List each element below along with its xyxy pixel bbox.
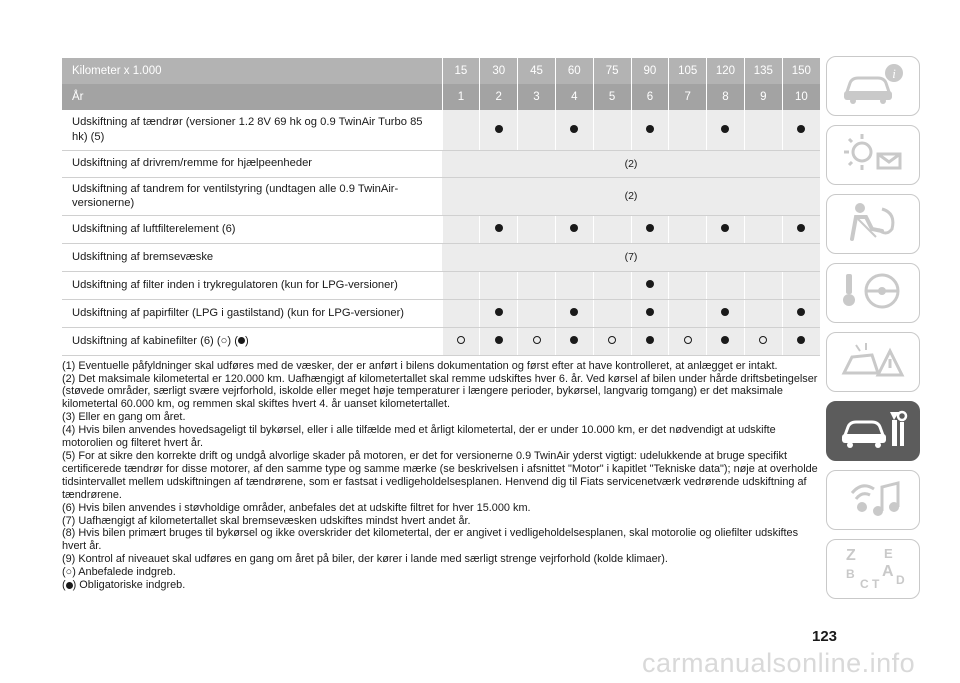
- km-value: 135: [744, 58, 782, 84]
- row-description: [62, 243, 442, 271]
- index-letter: C: [860, 576, 869, 590]
- row-text: Udskiftning af luftfilterelement (6): [72, 222, 236, 235]
- starting-driving-icon: [838, 268, 908, 319]
- row-description: [62, 299, 442, 327]
- footnote: (9) Kontrol af niveauet skal udføres en gang om året på biler, der kører i lande med særligt strenge vejrforhold (kolde klimaer).: [62, 553, 668, 566]
- index-letter: Z: [846, 546, 856, 564]
- mandatory-dot-icon: [238, 337, 245, 344]
- interval-cell: [631, 299, 669, 327]
- interval-cell: [480, 215, 518, 243]
- interval-cell: [555, 327, 593, 355]
- index-letter: D: [896, 572, 905, 587]
- interval-cell: [631, 271, 669, 299]
- watermark: carmanualsonline.info: [642, 648, 916, 678]
- interval-cell: [631, 327, 669, 355]
- row-description: [62, 271, 442, 299]
- interval-cell: [442, 299, 480, 327]
- mandatory-dot-icon: [797, 308, 805, 316]
- interval-cell: [782, 215, 820, 243]
- table-row: [62, 299, 820, 327]
- interval-cell: [593, 299, 631, 327]
- row-text: Udskiftning af papirfilter (LPG i gastilstand) (kun for LPG-versioner): [72, 306, 405, 319]
- mandatory-dot-icon: [495, 308, 503, 316]
- year-value: 10: [782, 84, 820, 110]
- interval-note: (2): [442, 177, 820, 215]
- interval-cell: [744, 110, 782, 150]
- table-row: [62, 177, 820, 215]
- interval-cell: [707, 110, 745, 150]
- interval-cell: [744, 327, 782, 355]
- km-value: 45: [518, 58, 556, 84]
- row-text-suffix: ): [244, 334, 249, 347]
- mandatory-dot-icon: [646, 280, 654, 288]
- maintenance-table: [62, 58, 820, 356]
- interval-cell: [442, 215, 480, 243]
- km-value: 60: [555, 58, 593, 84]
- row-description: [62, 177, 442, 215]
- interval-cell: [518, 110, 556, 150]
- interval-cell: [593, 110, 631, 150]
- interval-cell: [593, 215, 631, 243]
- interval-cell: [669, 271, 707, 299]
- interval-cell: [518, 271, 556, 299]
- interval-cell: [669, 299, 707, 327]
- row-description: [62, 110, 442, 150]
- mandatory-dot-icon: [721, 336, 729, 344]
- index-letters-icon: [838, 544, 908, 595]
- row-description: [62, 215, 442, 243]
- interval-cell: [707, 299, 745, 327]
- table-row: [62, 243, 820, 271]
- interval-cell: [782, 299, 820, 327]
- mandatory-dot-icon: [797, 125, 805, 133]
- interval-cell: [442, 271, 480, 299]
- interval-cell: [480, 271, 518, 299]
- recommended-ring-icon: [457, 336, 465, 344]
- chapter-tab[interactable]: [826, 125, 920, 185]
- interval-cell: [782, 327, 820, 355]
- car-info-icon: [838, 61, 908, 112]
- header-year-label: År: [62, 84, 442, 110]
- interval-cell: [631, 215, 669, 243]
- row-description: [62, 150, 442, 177]
- interval-cell: [707, 215, 745, 243]
- interval-cell: [782, 271, 820, 299]
- interval-cell: [518, 215, 556, 243]
- table-row: [62, 215, 820, 243]
- mandatory-dot-icon: [646, 308, 654, 316]
- interval-cell: [669, 327, 707, 355]
- interval-cell: [480, 299, 518, 327]
- footnote: (8) Hvis bilen primært bruges til bykørsel og ikke overskrider det kilometertal, der er angivet i vedligeholdelsesplanen, skal motorolie og oliefilter udskiftes hvert år.: [62, 527, 799, 553]
- mandatory-dot-icon: [797, 224, 805, 232]
- footnote: (2) Det maksimale kilometertal er 120.000 km. Uafhængigt af kilometertallet skal remme udskiftes hver 6. år. Ved kørsel af bilen under hårde driftsbetingelser (støvede områder, særligt svære vejrforhold, iskolde eller meget høje temperaturer i længere perioder, bykørsel, langvarig tomgang) er det maksimale kilometertal 60.000 km, og remmen skal skiftes hvert 4. år uanset kilometertallet.: [62, 372, 818, 411]
- chapter-tab[interactable]: [826, 56, 920, 116]
- row-text: Udskiftning af bremsevæske: [72, 250, 214, 263]
- mandatory-dot-icon: [721, 224, 729, 232]
- row-text: Udskiftning af tandrem for ventilstyring (undtagen alle 0.9 TwinAir-versionerne): [72, 182, 399, 210]
- interval-cell: [555, 299, 593, 327]
- recommended-ring-icon: [684, 336, 692, 344]
- chapter-tab[interactable]: [826, 470, 920, 530]
- km-value: 90: [631, 58, 669, 84]
- chapter-tab[interactable]: [826, 194, 920, 254]
- page-number: 123: [812, 628, 838, 645]
- chapter-tab[interactable]: [826, 539, 920, 599]
- mandatory-dot-icon: [646, 125, 654, 133]
- mandatory-dot-icon: [66, 582, 73, 589]
- km-value: 30: [480, 58, 518, 84]
- interval-cell: [593, 271, 631, 299]
- interval-cell: [480, 327, 518, 355]
- year-value: 3: [518, 84, 556, 110]
- interval-note: (7): [442, 243, 820, 271]
- mandatory-dot-icon: [495, 125, 503, 133]
- recommended-ring-icon: [759, 336, 767, 344]
- multimedia-icon: [838, 475, 908, 526]
- header-km-label: Kilometer x 1.000: [62, 58, 442, 84]
- interval-cell: [555, 110, 593, 150]
- chapter-sidebar: [826, 56, 960, 608]
- year-value: 8: [707, 84, 745, 110]
- year-value: 2: [480, 84, 518, 110]
- interval-cell: [593, 327, 631, 355]
- mandatory-dot-icon: [570, 224, 578, 232]
- interval-cell: [669, 110, 707, 150]
- interval-cell: [442, 327, 480, 355]
- chapter-tab[interactable]: [826, 401, 920, 461]
- interval-cell: [480, 110, 518, 150]
- dashboard-lights-icon: [838, 130, 908, 181]
- footnote: (○) Anbefalede indgreb.: [62, 566, 176, 579]
- mandatory-dot-icon: [570, 125, 578, 133]
- footnote: (5) For at sikre den korrekte drift og undgå alvorlige skader på motoren, er det for versionerne 0.9 TwinAir yderst vigtigt: udelukkende at bruge specifikt certificerede tændrør for disse motorer, af den samme type og samme mærke (se beskrivelsen i afsnittet "Motor" i kapitlet "Tekniske data"); nøje at overholde tidsintervallet mellem udskiftningen af tændrørene, som er fastsat i vedligeholdelsesplanen. Henvend dig til Fiats servicenetværk vedrørende udskiftning af tændrørene.: [62, 449, 818, 501]
- km-value: 75: [593, 58, 631, 84]
- legend-open: (: [62, 579, 66, 592]
- footnote: (1) Eventuelle påfyldninger skal udføres med de væsker, der er anført i bilens dokumentation og først efter at have kontrolleret, at anlægget er intakt.: [62, 359, 778, 372]
- legend-mandatory: [62, 579, 820, 592]
- svg-text:i: i: [892, 65, 896, 81]
- legend-text: ) Obligatoriske indgreb.: [72, 579, 186, 592]
- footnote: (7) Uafhængigt af kilometertallet skal bremsevæsken udskiftes mindst hvert andet år.: [62, 514, 471, 527]
- row-text: Udskiftning af kabinefilter (6) (○) (: [72, 334, 238, 347]
- index-letter: T: [872, 576, 880, 590]
- year-value: 5: [593, 84, 631, 110]
- interval-cell: [782, 110, 820, 150]
- row-text: Udskiftning af tændrør (versioner 1.2 8V 69 hk og 0.9 TwinAir Turbo 85 hk) (5): [72, 116, 423, 143]
- footnote: (3) Eller en gang om året.: [62, 411, 186, 424]
- recommended-ring-icon: [608, 336, 616, 344]
- emergency-warning-icon: [838, 337, 908, 388]
- table-row: [62, 327, 820, 355]
- footnote: (6) Hvis bilen anvendes i støvholdige områder, anbefales det at udskifte filtret for hver 15.000 km.: [62, 501, 531, 514]
- mandatory-dot-icon: [495, 224, 503, 232]
- interval-cell: [707, 327, 745, 355]
- table-row: [62, 110, 820, 150]
- interval-cell: [707, 271, 745, 299]
- mandatory-dot-icon: [721, 125, 729, 133]
- year-value: 9: [744, 84, 782, 110]
- page-content: [62, 58, 820, 592]
- mandatory-dot-icon: [646, 224, 654, 232]
- mandatory-dot-icon: [797, 336, 805, 344]
- safety-airbag-icon: [838, 199, 908, 250]
- mandatory-dot-icon: [721, 308, 729, 316]
- mandatory-dot-icon: [495, 336, 503, 344]
- chapter-tab[interactable]: [826, 332, 920, 392]
- km-value: 105: [669, 58, 707, 84]
- interval-cell: [669, 215, 707, 243]
- recommended-ring-icon: [533, 336, 541, 344]
- header-row-km: [62, 58, 820, 84]
- footnote: (4) Hvis bilen anvendes hovedsageligt til bykørsel, eller i alle tilfælde med et årligt kilometertal, der er under 10.000 km, er det nødvendigt at udskifte motorolien og filteret hvert år.: [62, 424, 776, 450]
- interval-cell: [744, 299, 782, 327]
- year-value: 1: [442, 84, 480, 110]
- interval-cell: [518, 299, 556, 327]
- table-row: [62, 271, 820, 299]
- index-letter: A: [882, 562, 894, 580]
- year-value: 6: [631, 84, 669, 110]
- interval-cell: [555, 271, 593, 299]
- interval-cell: [631, 110, 669, 150]
- table-row: [62, 150, 820, 177]
- interval-note: (2): [442, 150, 820, 177]
- interval-cell: [555, 215, 593, 243]
- year-value: 7: [669, 84, 707, 110]
- footnotes: [62, 360, 820, 592]
- index-letter: B: [846, 566, 855, 581]
- mandatory-dot-icon: [570, 308, 578, 316]
- maintenance-car-tools-icon: [838, 406, 908, 457]
- interval-cell: [442, 110, 480, 150]
- mandatory-dot-icon: [646, 336, 654, 344]
- km-value: 150: [782, 58, 820, 84]
- interval-cell: [518, 327, 556, 355]
- row-text: Udskiftning af drivrem/remme for hjælpeenheder: [72, 157, 313, 170]
- interval-cell: [744, 215, 782, 243]
- km-value: 120: [707, 58, 745, 84]
- interval-cell: [744, 271, 782, 299]
- chapter-tab[interactable]: [826, 263, 920, 323]
- row-description: [62, 327, 442, 355]
- row-text: Udskiftning af filter inden i trykregulatoren (kun for LPG-versioner): [72, 278, 398, 291]
- year-value: 4: [555, 84, 593, 110]
- km-value: 15: [442, 58, 480, 84]
- header-row-year: [62, 84, 820, 110]
- index-letter: E: [884, 545, 893, 561]
- mandatory-dot-icon: [570, 336, 578, 344]
